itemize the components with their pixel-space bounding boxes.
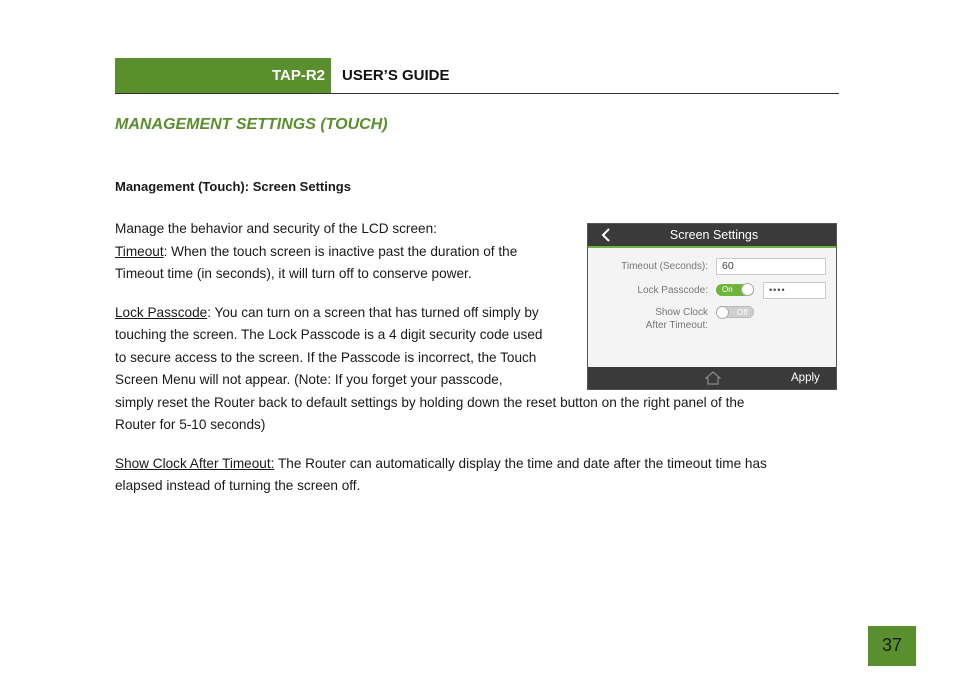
timeout-paragraph-line-2: Timeout time (in seconds), it will turn off to conserve power. — [115, 266, 472, 281]
lock-toggle-knob — [741, 283, 754, 296]
show-clock-label-1: Show Clock — [655, 307, 708, 318]
back-arrow-icon[interactable] — [600, 225, 614, 245]
lock-passcode-input[interactable]: •••• — [763, 282, 826, 299]
screen-title: Screen Settings — [669, 228, 759, 242]
lock-passcode-label: Lock Passcode: — [637, 285, 708, 296]
page-number: 37 — [881, 635, 903, 655]
apply-button[interactable]: Apply — [791, 372, 820, 384]
clock-toggle-text: Off — [737, 308, 748, 317]
lock-paragraph-line-5: simply reset the Router back to default settings by holding down the reset button on the right panel of the — [115, 395, 745, 410]
section-title: MANAGEMENT SETTINGS (TOUCH) — [115, 116, 388, 133]
lock-paragraph-line-6: Router for 5-10 seconds) — [115, 417, 266, 432]
clock-paragraph-line-2: elapsed instead of turning the screen off. — [115, 478, 361, 493]
show-clock-label-2: After Timeout: — [645, 320, 708, 331]
timeout-paragraph-line-1 — [115, 241, 517, 264]
lock-paragraph-line-4: Screen Menu will not appear. (Note: If you forget your passcode, — [115, 372, 503, 387]
clock-paragraph-line-1 — [115, 453, 767, 476]
clock-term: Show Clock After Timeout: — [115, 456, 275, 471]
lock-text-1: : You can turn on a screen that has turned off simply by — [207, 305, 539, 320]
timeout-input[interactable]: 60 — [716, 258, 826, 275]
screen-settings-mockup — [587, 223, 837, 390]
clock-text-1: The Router can automatically display the time and date after the timeout time has — [274, 456, 767, 471]
lock-paragraph-line-2: touching the screen. The Lock Passcode is a 4 digit security code used — [115, 327, 543, 342]
timeout-term: Timeout — [115, 244, 164, 259]
screen-accent-line — [588, 246, 836, 248]
clock-toggle-knob — [716, 306, 729, 319]
lock-toggle-text: On — [722, 285, 733, 294]
show-clock-toggle[interactable] — [716, 306, 754, 318]
header-product-name: TAP-R2 — [271, 67, 325, 84]
header-guide-title: USER’S GUIDE — [342, 67, 450, 84]
timeout-text-1: : When the touch screen is inactive past the duration of the — [163, 244, 518, 259]
sub-title: Management (Touch): Screen Settings — [115, 179, 351, 194]
header-rule — [115, 93, 839, 94]
intro-text: Manage the behavior and security of the LCD screen: — [115, 221, 437, 236]
lock-paragraph-line-3: to secure access to the screen. If the Passcode is incorrect, the Touch — [115, 350, 537, 365]
lock-term: Lock Passcode — [115, 305, 208, 320]
home-icon[interactable] — [705, 370, 721, 386]
screen-bottom-bar — [588, 367, 836, 389]
lock-passcode-toggle[interactable] — [716, 284, 754, 296]
timeout-label: Timeout (Seconds): — [621, 261, 708, 272]
lock-paragraph-line-1 — [115, 302, 539, 325]
